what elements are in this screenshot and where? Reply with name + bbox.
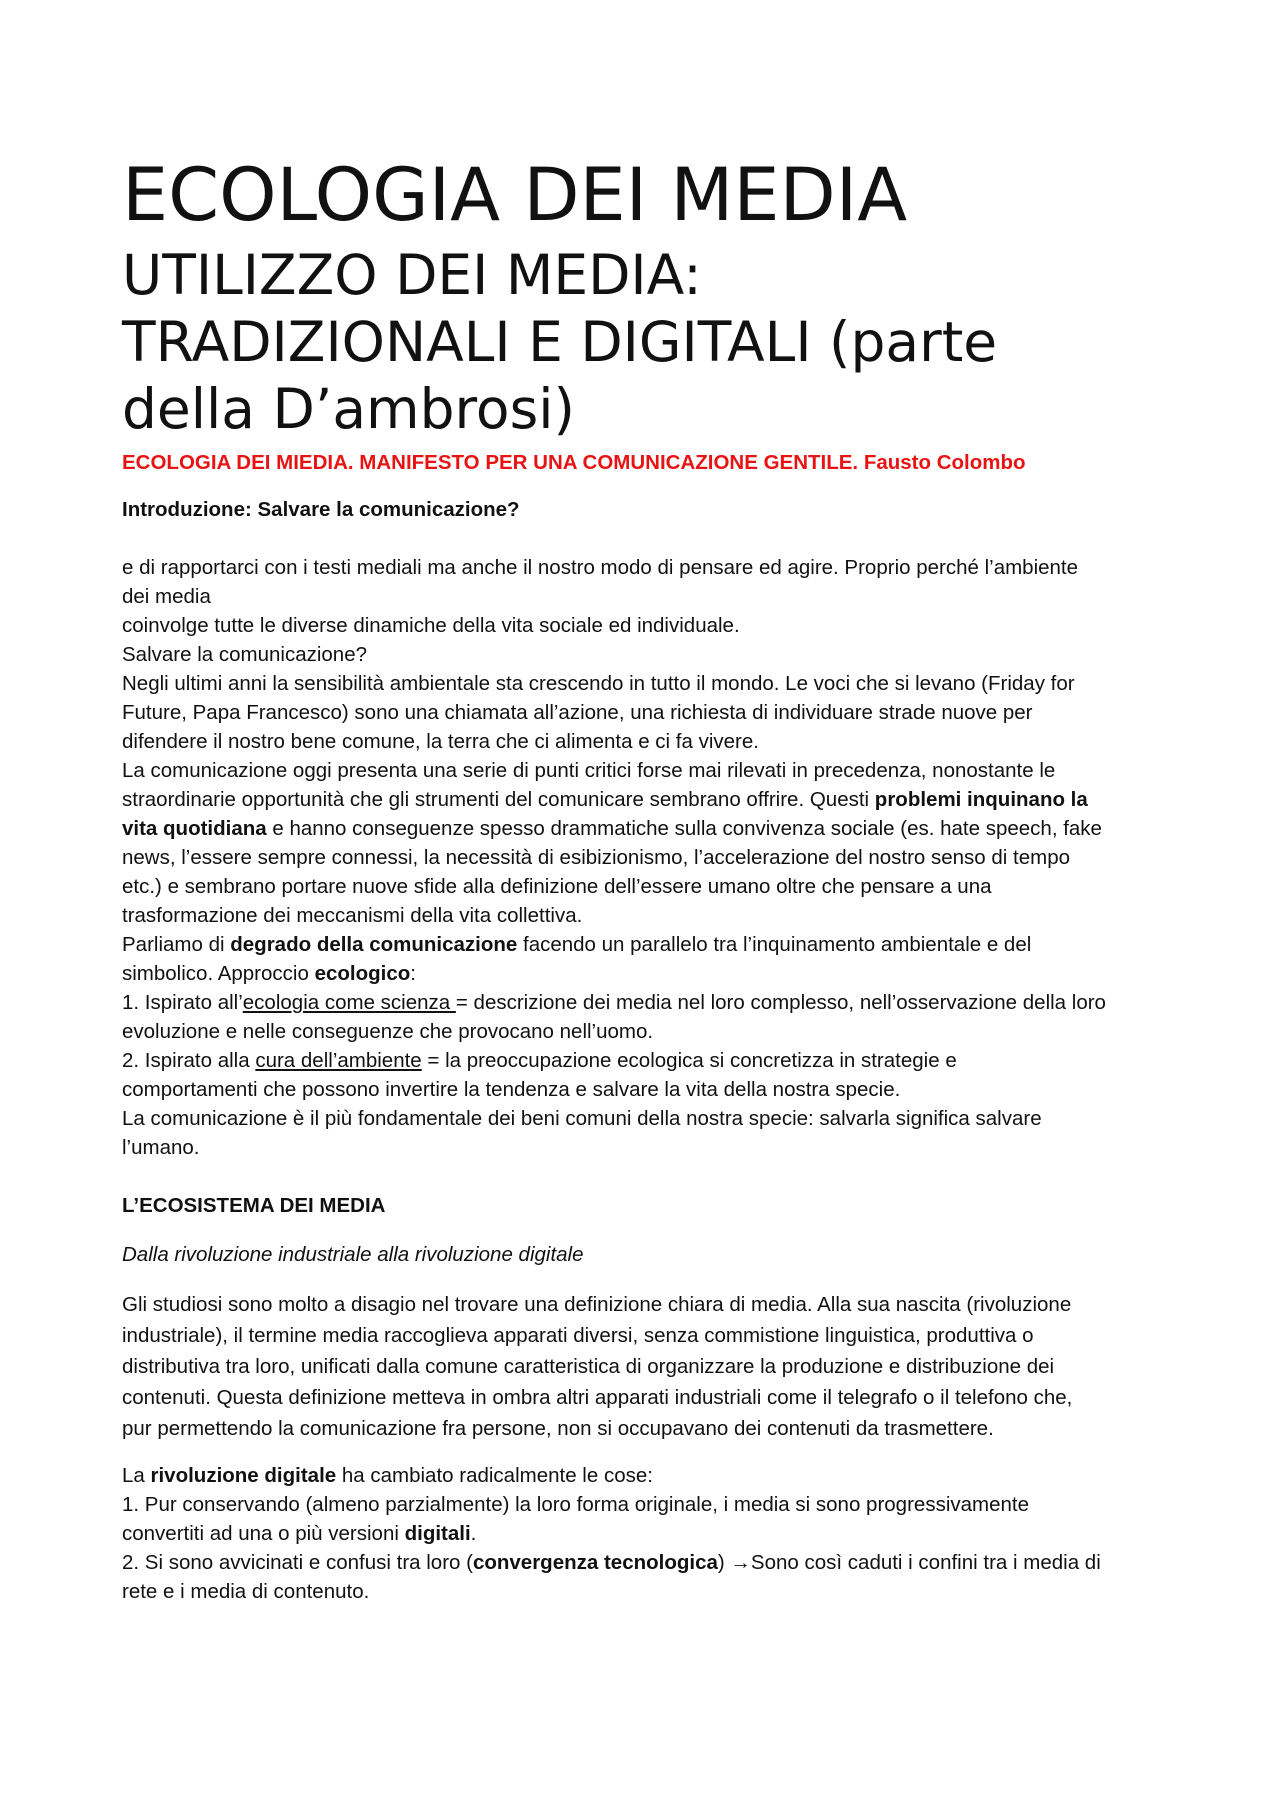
text-line: distributiva tra loro, unificati dalla comune caratteristica di organizzare la produzione e distribuzione dei xyxy=(122,1355,1055,1378)
text-line: news, l’essere sempre connessi, la necessità di esibizionismo, l’accelerazione del nostro senso di tempo xyxy=(122,846,1071,869)
text-run: = la preoccupazione ecologica si concretizza in strategie e xyxy=(421,1049,957,1072)
text-line: l’umano. xyxy=(122,1136,200,1159)
text-line: Negli ultimi anni la sensibilità ambientale sta crescendo in tutto il mondo. Le voci che si levano (Friday for xyxy=(122,672,1075,695)
text-line: Future, Papa Francesco) sono una chiamata all’azione, una richiesta di individuare strade nuove per xyxy=(122,701,1033,724)
text-run: Sono così caduti i confini tra i media di xyxy=(750,1551,1101,1574)
red-heading: ECOLOGIA DEI MIEDIA. MANIFESTO PER UNA COMUNICAZIONE GENTILE. Fausto Colombo xyxy=(122,451,1026,474)
text-run: 2. Si sono avvicinati e confusi tra loro ( xyxy=(122,1551,473,1574)
text-line: La comunicazione è il più fondamentale dei beni comuni della nostra specie: salvarla significa salvare xyxy=(122,1107,1042,1130)
text-line xyxy=(122,814,1160,843)
document-subtitle xyxy=(122,242,1160,443)
text-run: : xyxy=(410,962,416,985)
text-line: difendere il nostro bene comune, la terra che ci alimenta e ci fa vivere. xyxy=(122,730,759,753)
bold-text: vita quotidiana xyxy=(122,817,267,840)
text-line: 1. Pur conservando (almeno parzialmente) la loro forma originale, i media si sono progressivamente xyxy=(122,1493,1029,1516)
underlined-text: ecologia come scienza xyxy=(242,991,456,1014)
text-run: ha cambiato radicalmente le cose: xyxy=(336,1464,653,1487)
text-line: Salvare la comunicazione? xyxy=(122,643,367,666)
text-run: = descrizione dei media nel loro complesso, nell’osservazione della loro xyxy=(455,991,1106,1014)
text-run: . xyxy=(470,1522,477,1545)
text-line: industriale), il termine media raccoglieva apparati diversi, senza commistione linguistica, produttiva o xyxy=(122,1324,1034,1347)
text-line: coinvolge tutte le diverse dinamiche della vita sociale ed individuale. xyxy=(122,614,740,637)
section-subheading: Dalla rivoluzione industriale alla rivoluzione digitale xyxy=(122,1243,584,1266)
text-line xyxy=(122,1046,1160,1075)
text-run: simbolico. Approccio xyxy=(122,962,315,985)
text-line: contenuti. Questa definizione metteva in ombra altri apparati industriali come il telegrafo o il telefono che, xyxy=(122,1386,1073,1409)
text-line: etc.) e sembrano portare nuove sfide alla definizione dell’essere umano oltre che pensare a una xyxy=(122,875,992,898)
text-line xyxy=(122,959,1160,988)
text-line xyxy=(122,1461,1160,1490)
text-run: 2. Ispirato alla xyxy=(122,1049,256,1072)
bold-text: degrado della comunicazione xyxy=(230,933,518,956)
underlined-text: cura dell’ambiente xyxy=(255,1049,422,1072)
arrow-icon: → xyxy=(730,1551,751,1574)
text-line: e di rapportarci con i testi mediali ma anche il nostro modo di pensare ed agire. Proprio perché l’ambiente xyxy=(122,556,1079,579)
digital-revolution-paragraph xyxy=(122,1461,1160,1606)
bold-text: digitali xyxy=(404,1522,471,1545)
subtitle-line: della D’ambrosi) xyxy=(122,377,575,441)
text-line: rete e i media di contenuto. xyxy=(122,1580,370,1603)
text-line xyxy=(122,1548,1160,1577)
document-title: ECOLOGIA DEI MEDIA xyxy=(122,153,908,238)
subtitle-line: UTILIZZO DEI MEDIA: xyxy=(122,243,702,307)
text-run: e hanno conseguenze spesso drammatiche sulla convivenza sociale (es. hate speech, fake xyxy=(266,817,1102,840)
text-run: convertiti ad una o più versioni xyxy=(122,1522,405,1545)
text-line xyxy=(122,988,1160,1017)
bold-text: rivoluzione digitale xyxy=(150,1464,337,1487)
text-line: La comunicazione oggi presenta una serie di punti critici forse mai rilevati in precedenza, nonostante le xyxy=(122,759,1056,782)
text-line: comportamenti che possono invertire la tendenza e salvare la vita della nostra specie. xyxy=(122,1078,901,1101)
text-line: trasformazione dei meccanismi della vita collettiva. xyxy=(122,904,583,927)
text-run: ) xyxy=(717,1551,731,1574)
text-line: Gli studiosi sono molto a disagio nel trovare una definizione chiara di media. Alla sua nascita (rivoluzione xyxy=(122,1293,1072,1316)
text-line xyxy=(122,785,1160,814)
subtitle-line: TRADIZIONALI E DIGITALI (parte xyxy=(122,310,998,374)
bold-text: ecologico xyxy=(314,962,411,985)
bold-text: convergenza tecnologica xyxy=(472,1551,718,1574)
text-line xyxy=(122,1519,1160,1548)
section-heading: L’ECOSISTEMA DEI MEDIA xyxy=(122,1194,386,1217)
text-line: pur permettendo la comunicazione fra persone, non si occupavano dei contenuti da trasmettere. xyxy=(122,1417,994,1440)
text-line xyxy=(122,930,1160,959)
text-line: evoluzione e nelle conseguenze che provocano nell’uomo. xyxy=(122,1020,654,1043)
text-run: facendo un parallelo tra l’inquinamento ambientale e del xyxy=(517,933,1032,956)
intro-heading: Introduzione: Salvare la comunicazione? xyxy=(122,498,520,521)
bold-text: problemi inquinano la xyxy=(874,788,1088,811)
text-run: straordinarie opportunità che gli strumenti del comunicare sembrano offrire. Questi xyxy=(122,788,875,811)
text-run: 1. Ispirato all’ xyxy=(122,991,243,1014)
text-line: dei media xyxy=(122,585,211,608)
text-run: La xyxy=(122,1464,151,1487)
media-definition-paragraph xyxy=(122,1289,1160,1444)
intro-paragraph xyxy=(122,553,1160,1162)
text-run: Parliamo di xyxy=(122,933,231,956)
